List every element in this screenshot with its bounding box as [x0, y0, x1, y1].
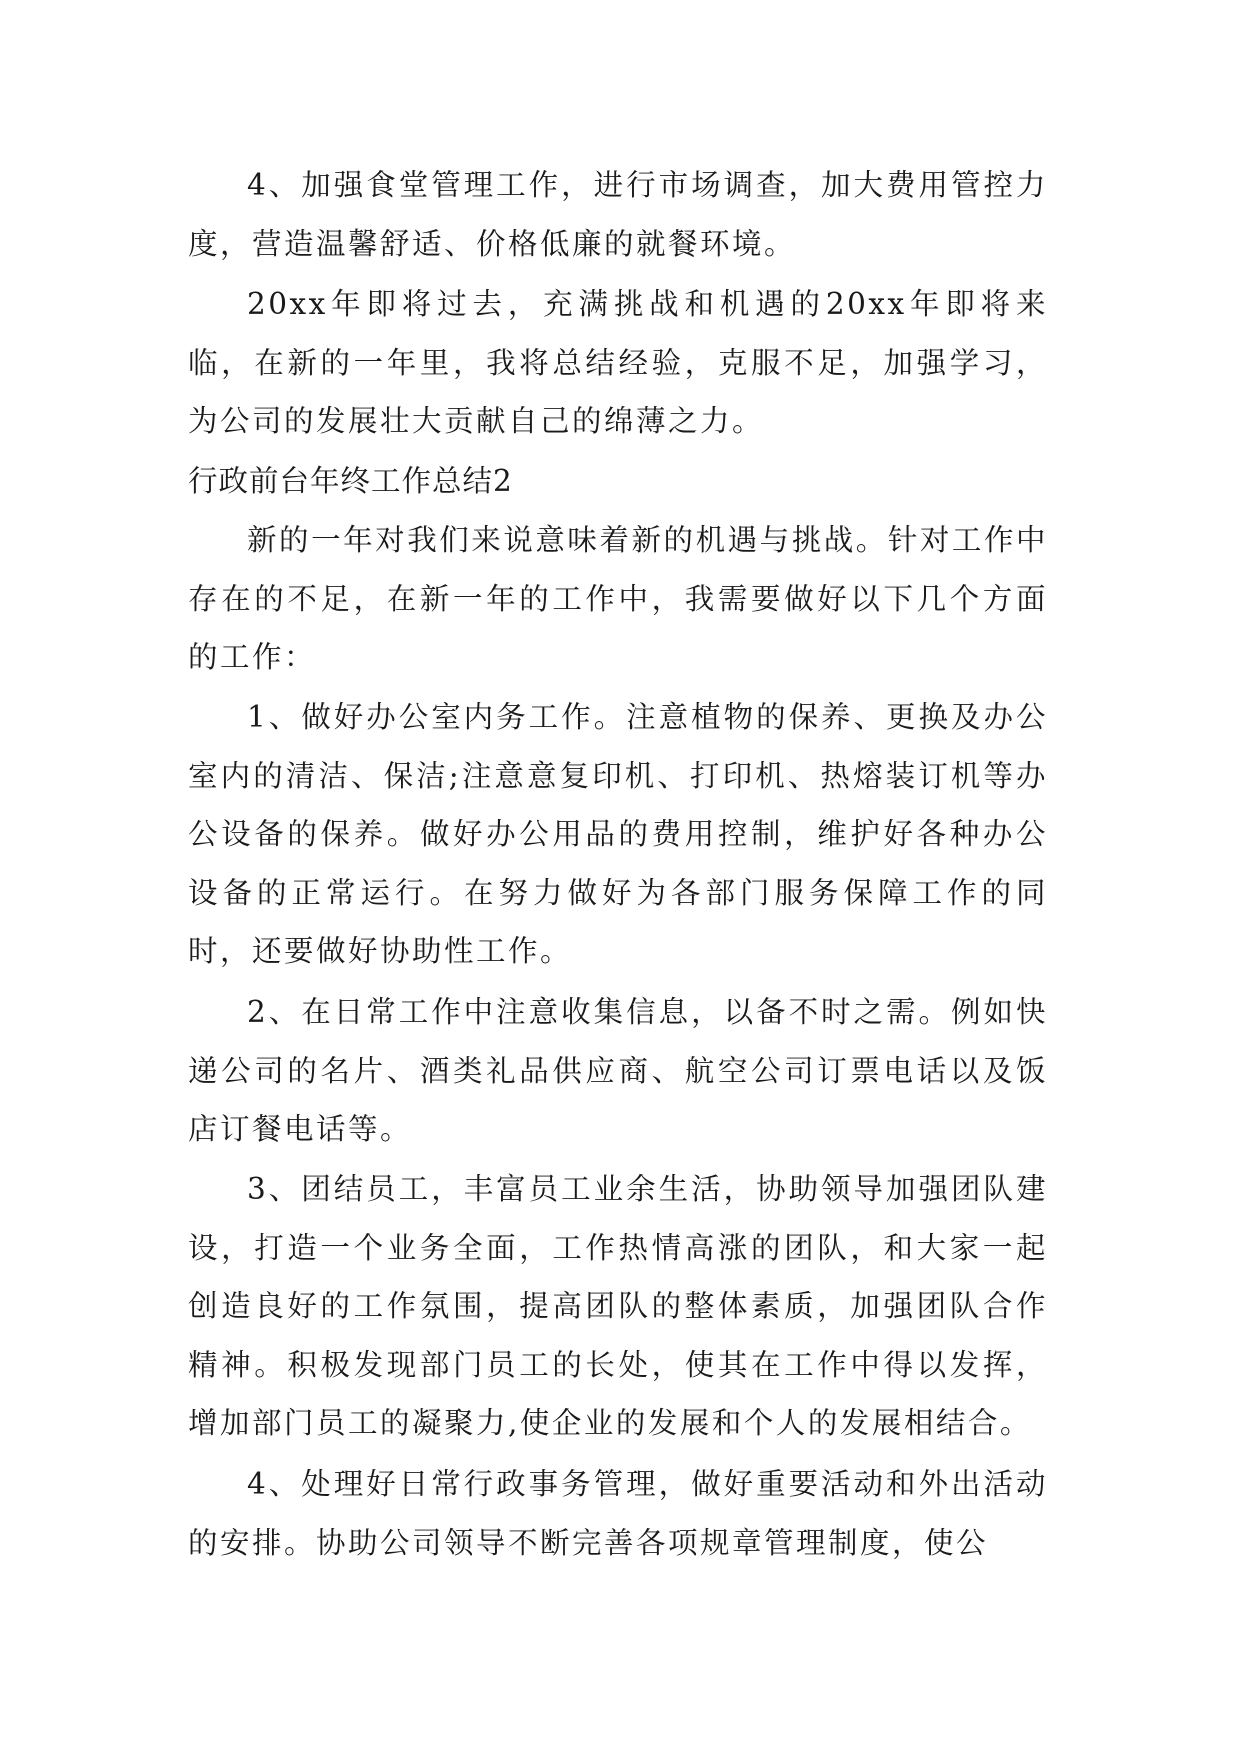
paragraph-canteen-management: 4、加强食堂管理工作，进行市场调查，加大费用管控力度，营造温馨舒适、价格低廉的就餐环境。: [188, 168, 1048, 261]
paragraph-item-2: 2、在日常工作中注意收集信息，以备不时之需。例如快递公司的名片、酒类礼品供应商、航空公司订票电话以及饭店订餐电话等。: [188, 995, 1048, 1146]
paragraph-intro: 新的一年对我们来说意味着新的机遇与挑战。针对工作中存在的不足，在新一年的工作中，我需要做好以下几个方面的工作：: [188, 523, 1048, 674]
section-heading: 行政前台年终工作总结2: [188, 464, 513, 498]
paragraph-item-3: 3、团结员工，丰富员工业余生活，协助领导加强团队建设，打造一个业务全面，工作热情高涨的团队，和大家一起创造良好的工作氛围，提高团队的整体素质，加强团队合作精神。积极发现部门员工的长处，使其在工作中得以发挥，增加部门员工的凝聚力,使企业的发展和个人的发展相结合。: [188, 1172, 1048, 1440]
paragraph-year-summary: 20xx年即将过去，充满挑战和机遇的20xx年即将来临，在新的一年里，我将总结经验，克服不足，加强学习，为公司的发展壮大贡献自己的绵薄之力。: [188, 287, 1048, 438]
paragraph-item-1: 1、做好办公室内务工作。注意植物的保养、更换及办公室内的清洁、保洁;注意意复印机、打印机、热熔装订机等办公设备的保养。做好办公用品的费用控制，维护好各种办公设备的正常运行。在努力做好为各部门服务保障工作的同时，还要做好协助性工作。: [188, 700, 1048, 968]
paragraph-item-4: 4、处理好日常行政事务管理，做好重要活动和外出活动的安排。协助公司领导不断完善各项规章管理制度，使公: [188, 1467, 1048, 1560]
